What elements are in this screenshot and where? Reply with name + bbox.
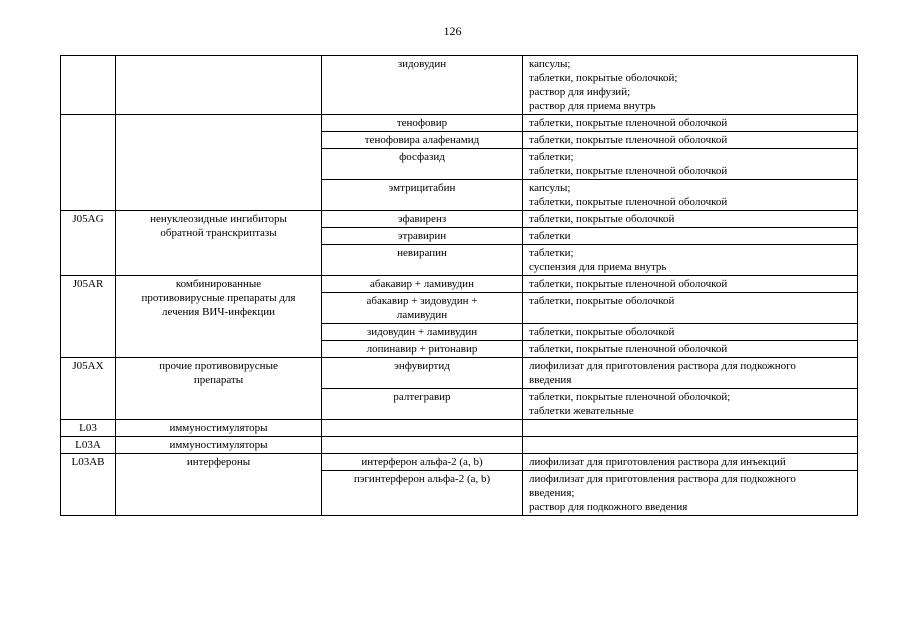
drug-name-cell: энфувиртид bbox=[322, 358, 523, 389]
drug-name-cell: фосфазид bbox=[322, 149, 523, 180]
dosage-form-cell: таблетки bbox=[523, 228, 858, 245]
dosage-form-cell: таблетки, покрытые пленочной оболочкой bbox=[523, 132, 858, 149]
dosage-form-cell: таблетки, покрытые оболочкой bbox=[523, 293, 858, 324]
atc-code-cell bbox=[61, 56, 116, 115]
table-row bbox=[61, 454, 858, 471]
drug-name-cell: пэгинтерферон альфа-2 (a, b) bbox=[322, 471, 523, 516]
dosage-form-cell bbox=[523, 420, 858, 437]
drug-name-cell: этравирин bbox=[322, 228, 523, 245]
page-number: 126 bbox=[443, 24, 462, 38]
table-row bbox=[61, 420, 858, 437]
dosage-form-cell: лиофилизат для приготовления раствора для подкожного введения; раствор для подкожного введения bbox=[523, 471, 858, 516]
drug-name-cell: невирапин bbox=[322, 245, 523, 276]
group-name-cell: прочие противовирусные препараты bbox=[116, 358, 322, 420]
drug-name-cell: эфавиренз bbox=[322, 211, 523, 228]
drug-name-cell: зидовудин bbox=[322, 56, 523, 115]
drug-name-cell: интерферон альфа-2 (a, b) bbox=[322, 454, 523, 471]
table-row bbox=[61, 211, 858, 228]
drug-list-table bbox=[60, 55, 858, 516]
dosage-form-cell bbox=[523, 437, 858, 454]
dosage-form-cell: таблетки, покрытые пленочной оболочкой bbox=[523, 341, 858, 358]
atc-code-cell: J05AG bbox=[61, 211, 116, 276]
atc-code-cell: L03 bbox=[61, 420, 116, 437]
drug-name-cell: абакавир + зидовудин + ламивудин bbox=[322, 293, 523, 324]
drug-name-cell: зидовудин + ламивудин bbox=[322, 324, 523, 341]
table-row bbox=[61, 115, 858, 132]
group-name-cell: комбинированные противовирусные препараты для лечения ВИЧ-инфекции bbox=[116, 276, 322, 358]
atc-code-cell: L03AB bbox=[61, 454, 116, 516]
drug-name-cell: лопинавир + ритонавир bbox=[322, 341, 523, 358]
dosage-form-cell: капсулы; таблетки, покрытые оболочкой; раствор для инфузий; раствор для приема внутрь bbox=[523, 56, 858, 115]
dosage-form-cell: таблетки; суспензия для приема внутрь bbox=[523, 245, 858, 276]
dosage-form-cell: таблетки, покрытые пленочной оболочкой bbox=[523, 115, 858, 132]
group-name-cell bbox=[116, 115, 322, 211]
drug-name-cell bbox=[322, 437, 523, 454]
drug-name-cell bbox=[322, 420, 523, 437]
dosage-form-cell: таблетки, покрытые пленочной оболочкой bbox=[523, 276, 858, 293]
atc-code-cell bbox=[61, 115, 116, 211]
drug-name-cell: эмтрицитабин bbox=[322, 180, 523, 211]
drug-name-cell: тенофовира алафенамид bbox=[322, 132, 523, 149]
drug-name-cell: тенофовир bbox=[322, 115, 523, 132]
group-name-cell: иммуностимуляторы bbox=[116, 420, 322, 437]
dosage-form-cell: лиофилизат для приготовления раствора для подкожного введения bbox=[523, 358, 858, 389]
table-row bbox=[61, 358, 858, 389]
atc-code-cell: L03A bbox=[61, 437, 116, 454]
table-row bbox=[61, 437, 858, 454]
drug-name-cell: абакавир + ламивудин bbox=[322, 276, 523, 293]
group-name-cell: ненуклеозидные ингибиторы обратной транскриптазы bbox=[116, 211, 322, 276]
drug-name-cell: ралтегравир bbox=[322, 389, 523, 420]
table-row bbox=[61, 56, 858, 115]
group-name-cell: иммуностимуляторы bbox=[116, 437, 322, 454]
group-name-cell bbox=[116, 56, 322, 115]
dosage-form-cell: таблетки, покрытые оболочкой bbox=[523, 324, 858, 341]
dosage-form-cell: таблетки, покрытые оболочкой bbox=[523, 211, 858, 228]
dosage-form-cell: капсулы; таблетки, покрытые пленочной оболочкой bbox=[523, 180, 858, 211]
atc-code-cell: J05AX bbox=[61, 358, 116, 420]
dosage-form-cell: таблетки; таблетки, покрытые пленочной оболочкой bbox=[523, 149, 858, 180]
group-name-cell: интерфероны bbox=[116, 454, 322, 516]
dosage-form-cell: лиофилизат для приготовления раствора для инъекций bbox=[523, 454, 858, 471]
table-row bbox=[61, 276, 858, 293]
dosage-form-cell: таблетки, покрытые пленочной оболочкой; таблетки жевательные bbox=[523, 389, 858, 420]
atc-code-cell: J05AR bbox=[61, 276, 116, 358]
